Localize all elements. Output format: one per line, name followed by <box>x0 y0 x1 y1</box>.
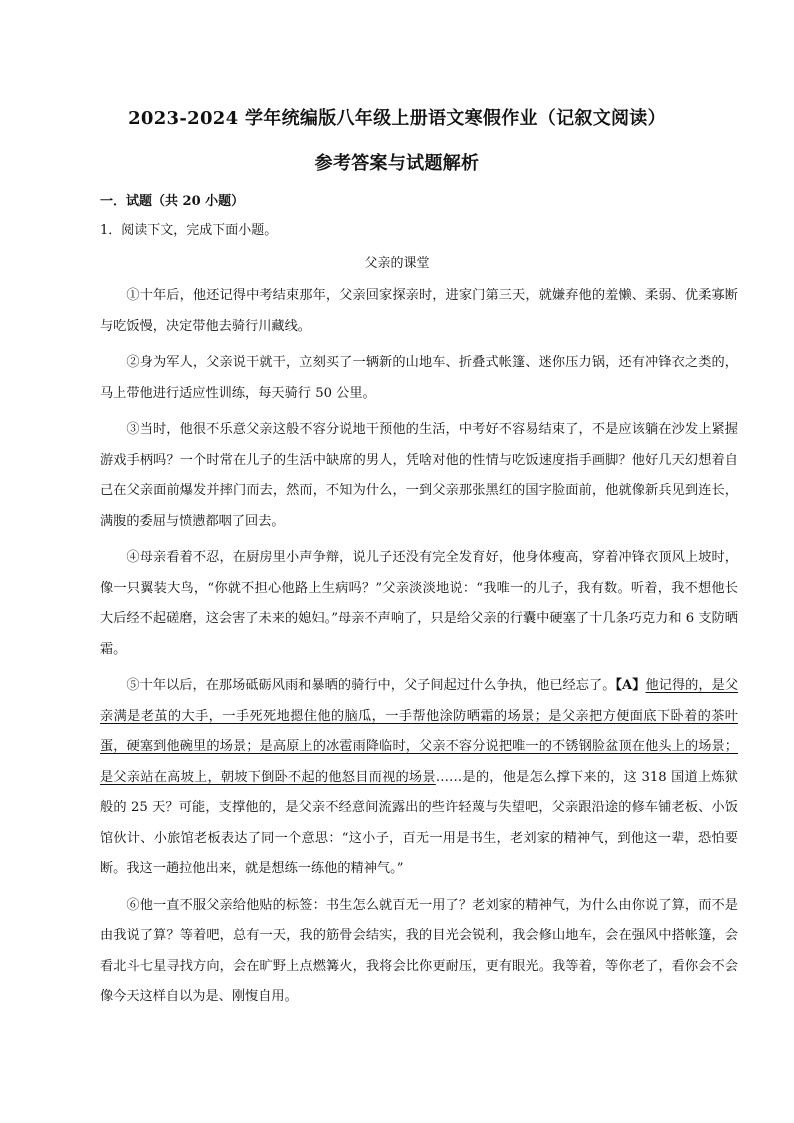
paragraph-5-rest: ……是的，他是怎么撑下来的，这 318 国道上炼狱般的 25 天？可能，支撑他的，是父亲不经意间流露出的些许轻蔑与失望吧，父亲跟沿途的修车铺老板、小饭馆伙计、小旅馆老板表达了同一个意思：“这小子，百无一用是书生，老刘家的精神气，到他这一辈，恐怕要断。我这一趟拉他出来，就是想练一练他的精神气。” <box>100 769 738 876</box>
document-subtitle: 参考答案与试题解析 <box>314 153 480 174</box>
paragraph-1: ①十年后，他还记得中考结束那年，父亲回家探亲时，进家门第三天，就嫌弃他的羞懒、柔弱、优柔寡断与吃饭慢，决定带他去骑行川藏线。 <box>100 288 738 334</box>
paragraph-5 <box>100 671 738 885</box>
paragraph-4: ④母亲看着不忍，在厨房里小声争辩，说儿子还没有完全发育好，他身体瘦高，穿着冲锋衣顶风上坡时，像一只翼装大鸟，“你就不担心他路上生病吗？”父亲淡淡地说：“我唯一的儿子，我有数。听着，我不想他长大后经不起磋磨，这会害了未来的媳妇。”母亲不声响了，只是给父亲的行囊中硬塞了十几条巧克力和 6 支防晒霜。 <box>100 550 738 657</box>
document-title: 2023-2024 学年统编版八年级上册语文寒假作业（记叙文阅读） <box>128 108 666 129</box>
paragraph-5-intro: ⑤十年以后，在那场砥砺风雨和暴晒的骑行中，父子间起过什么争执，他已经忘了。 <box>126 678 616 693</box>
passage-title: 父亲的课堂 <box>364 256 430 271</box>
marker-a: 【A】 <box>615 678 646 693</box>
paragraph-3: ③当时，他很不乐意父亲这般不容分说地干预他的生活，中考好不容易结束了，不是应该躺在沙发上紧握游戏手柄吗？一个时常在儿子的生活中缺席的男人，凭啥对他的性情与吃饭速度指手画脚？他好几天幻想着自己在父亲面前爆发并摔门而去，然而，不知为什么，一到父亲那张黑红的国字脸面前，他就像新兵见到连长，满腹的委屈与愤懑都咽了回去。 <box>100 422 738 529</box>
question-intro: 1．阅读下文，完成下面小题。 <box>100 223 278 238</box>
underlined-passage: 他记得的，是父亲满是老茧的大手，一手死死地摁住他的脑瓜，一手帮他涂防晒霜的场景；是父亲把方便面底下卧着的茶叶蛋，硬塞到他碗里的场景；是高原上的冰雹雨降临时，父亲不容分说把唯一的不锈钢脸盆顶在他头上的场景；是父亲站在高坡上，朝坡下倒卧不起的他怒目而视的场景 <box>100 678 739 785</box>
passage-body <box>100 281 738 1019</box>
paragraph-6: ⑥他一直不服父亲给他贴的标签：书生怎么就百无一用了？老刘家的精神气，为什么由你说了算，而不是由我说了算？等着吧，总有一天，我的筋骨会结实，我的目光会锐利，我会修山地车，会在强风中搭帐篷，会看北斗七星寻找方向，会在旷野上点燃篝火，我将会比你更耐压，更有眼光。我等着，等你老了，看你会不会像今天这样自以为是、刚愎自用。 <box>100 897 738 1004</box>
paragraph-2: ②身为军人，父亲说干就干，立刻买了一辆新的山地车、折叠式帐篷、迷你压力锅，还有冲锋衣之类的，马上带他进行适应性训练，每天骑行 50 公里。 <box>100 355 738 401</box>
section-heading: 一．试题（共 20 小题） <box>100 194 245 209</box>
